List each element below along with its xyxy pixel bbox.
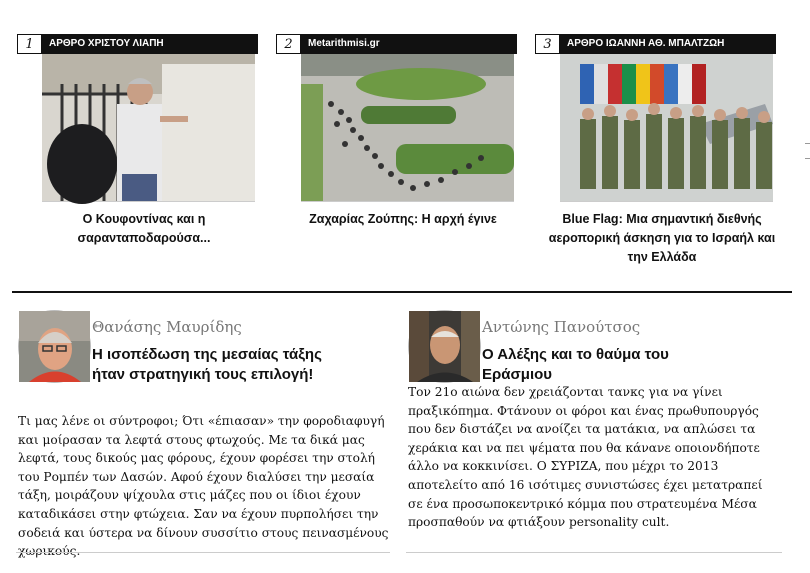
article-number: 2 — [276, 34, 301, 54]
article-thumbnail-photo[interactable] — [560, 54, 773, 202]
article-thumbnail-photo[interactable] — [301, 54, 514, 202]
opinion-card-1[interactable] — [12, 308, 390, 553]
article-title-link[interactable]: Ζαχαρίας Ζούπης: Η αρχή έγινε — [309, 212, 497, 226]
article-card-header — [276, 34, 517, 54]
author-name-link[interactable]: Θανάσης Μαυρίδης — [92, 318, 242, 336]
scroll-edge-marker — [805, 143, 810, 144]
article-number: 3 — [535, 34, 560, 54]
article-source-label[interactable]: Metarithmisi.gr — [301, 34, 517, 54]
card-bottom-rule — [16, 552, 390, 553]
article-source-label[interactable]: ΑΡΘΡΟ ΧΡΙΣΤΟΥ ΛΙΑΠΗ — [42, 34, 258, 54]
opinion-excerpt: Τον 21ο αιώνα δεν χρειάζονται τανκς για να γίνει πραξικόπημα. Φτάνουν οι φόροι και ένας πρωθυπουργός που δεν διστάζει να ανοίζει τα ματάκια, να απλώσει τα χεράκια και να πει ψέματα που θα κάνανε οποιονδήποτε άλλο να κοκκινίσει. Ο ΣΥΡΙΖΑ, που μέχρι το 2013 αποτελείτο από 16 ισότιμες συνιστώσες έχει μετατραπεί σε ένα προσωποκεντρικό κόμμα που στρατευμένα Μέσα προσπαθούν να φτιάξουν personality cult. — [408, 385, 763, 530]
article-card-header — [17, 34, 258, 54]
opinion-card-2[interactable] — [402, 308, 780, 553]
article-card-2[interactable] — [276, 34, 517, 226]
article-card-3[interactable] — [535, 34, 776, 264]
author-name-link[interactable]: Αντώνης Πανούτσος — [482, 318, 641, 336]
card-bottom-rule — [406, 552, 782, 553]
article-card-header — [535, 34, 776, 54]
article-source-label[interactable]: ΑΡΘΡΟ ΙΩΑΝΝΗ ΑΘ. ΜΠΑΛΤΖΩΗ — [560, 34, 776, 54]
section-divider — [12, 291, 792, 293]
opinion-title-link[interactable]: Η ισοπέδωση της μεσαίας τάξης ήταν στρατηγική τους επιλογή! — [92, 346, 322, 383]
article-number: 1 — [17, 34, 42, 54]
opinion-excerpt: Τι μας λένε οι σύντροφοι; Ότι «έπιασαν» την φοροδιαφυγή και μοίρασαν τα λεφτά στους φτωχούς. Με τα δικά μας λεφτά, τους δικούς μας φόρους, έχουν φορέσει την στολή του Ρομπέν των Δασών. Αφού έχουν διαλύσει την μεσαία τάξη, μοιράζουν ψίχουλα στις μάζες που οι ίδιοι έχουν καταδικάσει στην φτώχεια. Σαν να έχουν πυρπολήσει την σοδειά και ύστερα να δίνουν συσσίτιο στους πεινασμένους — [18, 414, 389, 540]
opinion-title-link[interactable]: Ο Αλέξης και το θαύμα του Εράσμιου — [482, 346, 669, 383]
author-avatar[interactable] — [408, 310, 481, 383]
article-title-link[interactable]: Ο Κουφοντίνας και η σαρανταποδαρούσα... — [77, 212, 211, 245]
article-card-1[interactable] — [17, 34, 258, 245]
article-title-link[interactable]: Blue Flag: Μια σημαντική διεθνής αεροπορική άσκηση για το Ισραήλ και την Ελλάδα — [548, 212, 776, 264]
author-avatar[interactable] — [18, 310, 91, 383]
article-thumbnail-photo[interactable] — [42, 54, 255, 202]
scroll-edge-marker — [805, 158, 810, 159]
